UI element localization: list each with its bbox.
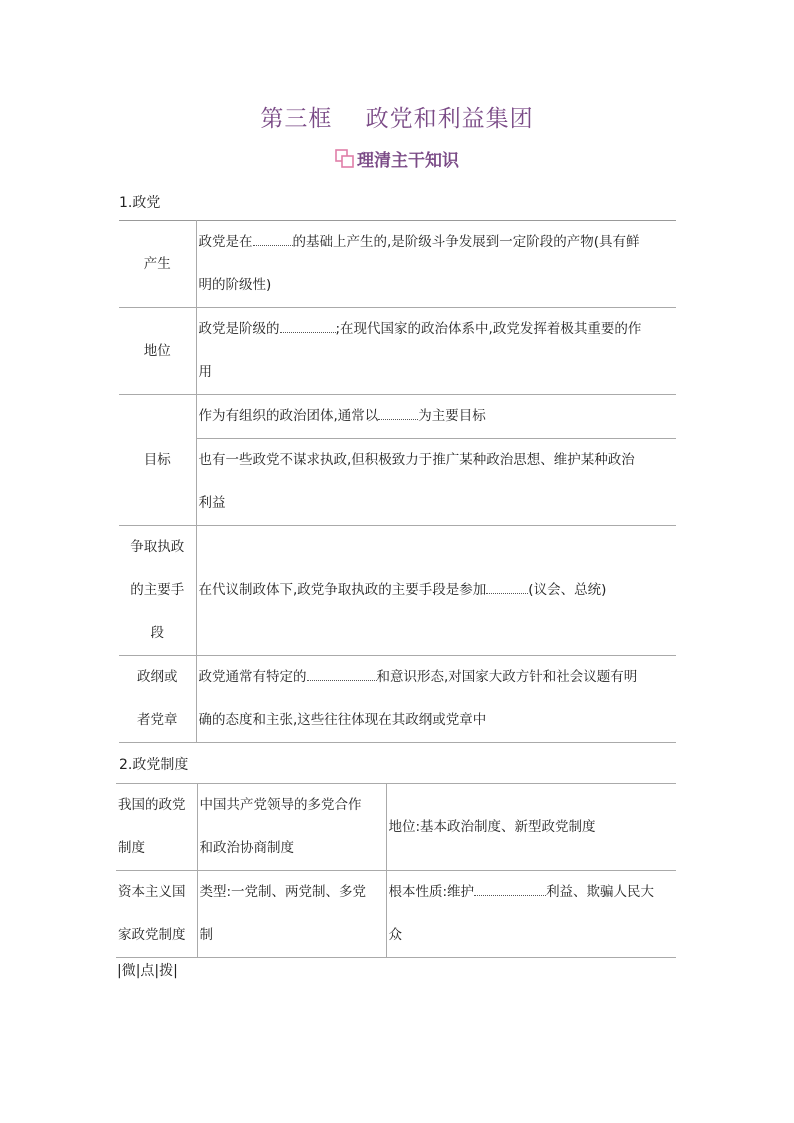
row-label-origin: 产生 (119, 221, 196, 308)
fill-blank (486, 580, 528, 595)
fill-blank (253, 232, 293, 247)
label-line: 政纲或 (137, 669, 178, 685)
row-content-means (196, 526, 676, 656)
table-row (116, 871, 676, 958)
table-row (119, 526, 676, 656)
table-row (119, 308, 676, 395)
fill-blank (378, 406, 418, 421)
subtitle-wrap (0, 146, 794, 173)
label-line: 家政党制度 (118, 927, 186, 943)
subtitle-text: 理清主干知识 (357, 151, 459, 171)
status-line-1 (199, 308, 675, 351)
row-content-goal-1 (196, 395, 676, 439)
label-line: 段 (150, 625, 164, 641)
table-row (116, 784, 676, 871)
table-row (119, 656, 676, 743)
platform-line-2: 确的态度和主张,这些往往体现在其政纲或党章中 (198, 712, 487, 728)
table-row (119, 221, 676, 308)
table-row (119, 395, 676, 439)
text-segment: 的基础上产生的,是阶级斗争发展到一定阶段的产物(具有鲜 (292, 234, 640, 250)
fill-blank (280, 319, 336, 334)
text-segment: (议会、总统) (528, 582, 607, 598)
nature-line-2: 众 (388, 927, 402, 943)
origin-line-2: 明的阶级性) (198, 277, 272, 293)
row-type-capitalist-system (197, 871, 386, 958)
nature-line-1 (389, 871, 675, 914)
label-line: 的主要手 (130, 582, 185, 598)
row-content-goal-2 (196, 439, 676, 526)
row-label-status: 地位 (119, 308, 196, 395)
goal-line-2a: 也有一些政党不谋求执政,但积极致力于推广某种政治思想、维护某种政治 (198, 452, 635, 468)
label-line: 我国的政党 (118, 797, 186, 813)
text-segment: 政党是在 (198, 234, 253, 250)
type-line: 和政治协商制度 (199, 840, 294, 856)
party-table (119, 220, 676, 743)
text-segment: 利益、欺骗人民大 (546, 884, 655, 900)
row-position-china-system: 地位:基本政治制度、新型政党制度 (386, 784, 676, 871)
row-nature-capitalist-system (386, 871, 676, 958)
type-line: 中国共产党领导的多党合作 (199, 797, 362, 813)
row-label-means (119, 526, 196, 656)
table-row (119, 439, 676, 526)
type-line: 制 (199, 927, 213, 943)
row-label-china-system (116, 784, 197, 871)
row-content-platform (196, 656, 676, 743)
type-line: 类型:一党制、两党制、多党 (199, 884, 367, 900)
text-segment: 政党通常有特定的 (198, 669, 307, 685)
label-line: 制度 (118, 840, 145, 856)
text-segment: 在代议制政体下,政党争取执政的主要手段是参加 (198, 582, 487, 598)
text-segment: 和意识形态,对国家大政方针和社会议题有明 (376, 669, 638, 685)
row-label-platform (119, 656, 196, 743)
label-line: 资本主义国 (118, 884, 186, 900)
row-content-status (196, 308, 676, 395)
fill-blank (474, 882, 546, 897)
row-label-goal: 目标 (119, 395, 196, 526)
row-label-capitalist-system (116, 871, 197, 958)
status-line-2: 用 (198, 364, 212, 380)
page-title: 第三框 政党和利益集团 (260, 106, 534, 132)
overlapping-squares-icon (335, 149, 355, 169)
party-system-table (116, 783, 676, 958)
fill-blank (307, 667, 377, 682)
text-segment: ;在现代国家的政治体系中,政党发挥着极其重要的作 (335, 321, 642, 337)
text-segment: 作为有组织的政治团体,通常以 (198, 408, 379, 424)
micro-tip-heading: |微|点|拨| (117, 963, 178, 979)
row-content-origin (196, 221, 676, 308)
text-segment: 为主要目标 (418, 408, 486, 424)
section-heading-party-systems: 2.政党制度 (119, 757, 189, 773)
text-segment: 政党是阶级的 (198, 321, 280, 337)
row-type-china-system (197, 784, 386, 871)
platform-line-1 (199, 656, 675, 699)
section-heading-parties: 1.政党 (119, 195, 161, 211)
label-line: 争取执政 (130, 539, 185, 555)
label-line: 者党章 (137, 712, 178, 728)
text-segment: 根本性质:维护 (388, 884, 475, 900)
origin-line-1 (199, 221, 675, 264)
goal-line-2b: 利益 (198, 495, 226, 511)
subtitle (335, 146, 459, 171)
